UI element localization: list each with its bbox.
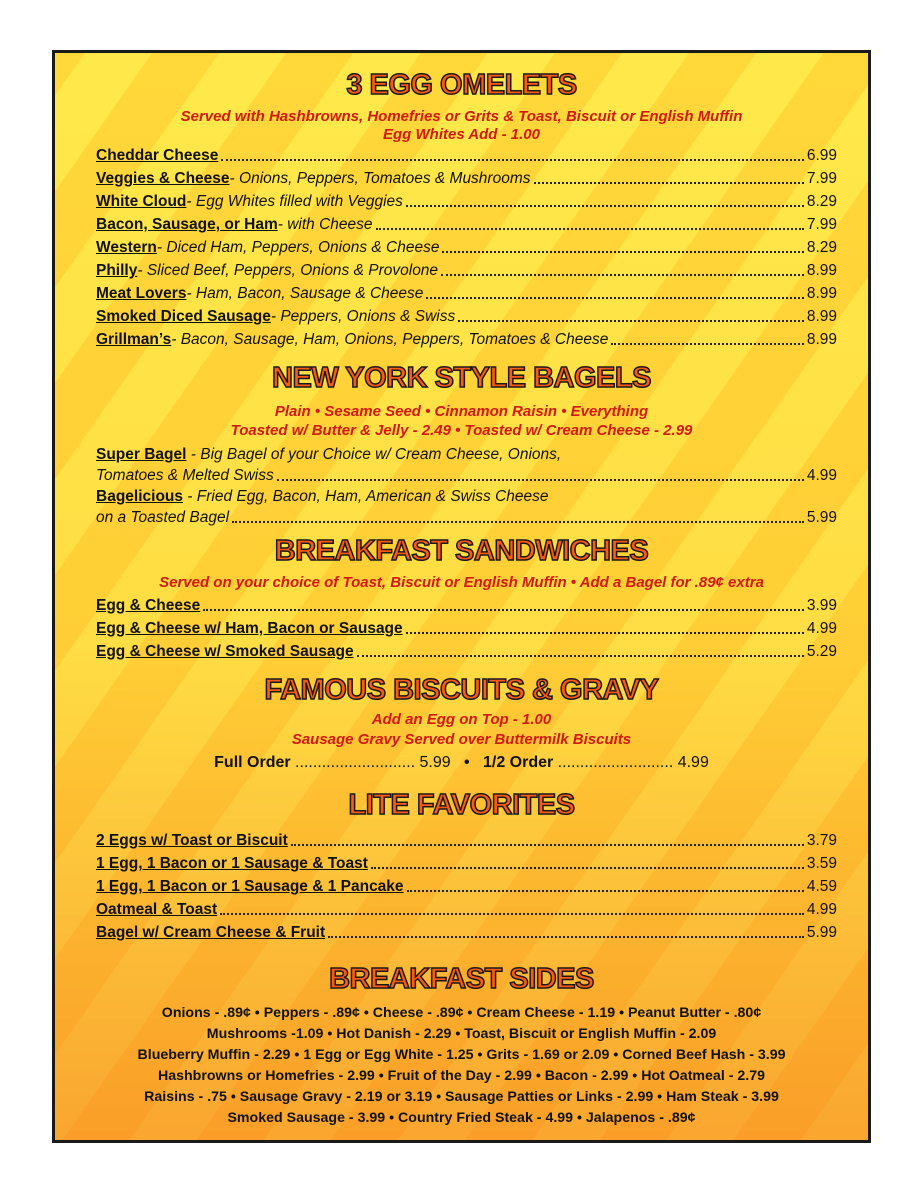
- menu-item: Bacon, Sausage, or Ham - with Cheese 7.99: [96, 216, 837, 233]
- menu-item: Tomatoes & Melted Swiss 4.99: [96, 467, 837, 484]
- menu-board: [52, 50, 871, 1143]
- bagels-varieties: Plain • Sesame Seed • Cinnamon Raisin • Everything: [274, 403, 649, 420]
- bagels-heading: NEW YORK STYLE BAGELS: [272, 362, 651, 394]
- sandwiches-heading: BREAKFAST SANDWICHES: [274, 535, 649, 567]
- menu-item: 1 Egg, 1 Bacon or 1 Sausage & Toast 3.59: [96, 855, 837, 872]
- biscuits-egg-note: Add an Egg on Top - 1.00: [371, 711, 552, 728]
- sides-line: Mushrooms -1.09 • Hot Danish - 2.29 • Toast, Biscuit or English Muffin - 2.09: [206, 1026, 717, 1042]
- sides-list: [55, 1003, 868, 1129]
- menu-item: Egg & Cheese w/ Ham, Bacon or Sausage 4.99: [96, 620, 837, 637]
- biscuits-orders: Full Order ........................... 5.99 • 1/2 Order .......................... 4.99: [214, 754, 709, 771]
- menu-item: Smoked Diced Sausage - Peppers, Onions & Swiss 8.99: [96, 308, 837, 325]
- menu-item: Western - Diced Ham, Peppers, Onions & Cheese 8.29: [96, 239, 837, 256]
- biscuits-heading: FAMOUS BISCUITS & GRAVY: [264, 674, 659, 706]
- omelets-heading: 3 EGG OMELETS: [346, 69, 577, 101]
- menu-item-line: Bagelicious - Fried Egg, Bacon, Ham, American & Swiss Cheese: [96, 488, 549, 505]
- sides-line: Onions - .89¢ • Peppers - .89¢ • Cheese - .89¢ • Cream Cheese - 1.19 • Peanut Butter - .80¢: [161, 1005, 762, 1021]
- lite-heading: LITE FAVORITES: [348, 789, 575, 821]
- omelets-subtitle: Served with Hashbrowns, Homefries or Grits & Toast, Biscuit or English Muffin: [180, 108, 743, 125]
- menu-item: Egg & Cheese w/ Smoked Sausage 5.29: [96, 643, 837, 660]
- sides-line: Raisins - .75 • Sausage Gravy - 2.19 or 3.19 • Sausage Patties or Links - 2.99 • Ham Steak - 3.99: [144, 1089, 779, 1105]
- menu-item: Cheddar Cheese 6.99: [96, 147, 837, 164]
- menu-item: Philly - Sliced Beef, Peppers, Onions & Provolone 8.99: [96, 262, 837, 279]
- menu-item: Grillman’s - Bacon, Sausage, Ham, Onions, Peppers, Tomatoes & Cheese 8.99: [96, 331, 837, 348]
- menu-item: Veggies & Cheese - Onions, Peppers, Tomatoes & Mushrooms 7.99: [96, 170, 837, 187]
- sides-line: Blueberry Muffin - 2.29 • 1 Egg or Egg White - 1.25 • Grits - 1.69 or 2.09 • Corned Beef Hash - 3.99: [137, 1047, 786, 1063]
- sandwiches-subtitle: Served on your choice of Toast, Biscuit or English Muffin • Add a Bagel for .89¢ extra: [159, 574, 764, 591]
- menu-item: on a Toasted Bagel 5.99: [96, 509, 837, 526]
- sides-line: Smoked Sausage - 3.99 • Country Fried Steak - 4.99 • Jalapenos - .89¢: [227, 1110, 696, 1126]
- bagels-toasted-options: Toasted w/ Butter & Jelly - 2.49 • Toasted w/ Cream Cheese - 2.99: [230, 422, 693, 439]
- menu-item: Meat Lovers - Ham, Bacon, Sausage & Cheese 8.99: [96, 285, 837, 302]
- omelets-egg-whites-note: Egg Whites Add - 1.00: [383, 126, 540, 143]
- menu-item: White Cloud - Egg Whites filled with Veggies 8.29: [96, 193, 837, 210]
- menu-item: Bagel w/ Cream Cheese & Fruit 5.99: [96, 924, 837, 941]
- menu-item: 2 Eggs w/ Toast or Biscuit 3.79: [96, 832, 837, 849]
- menu-item: Oatmeal & Toast 4.99: [96, 901, 837, 918]
- menu-item: 1 Egg, 1 Bacon or 1 Sausage & 1 Pancake 4.59: [96, 878, 837, 895]
- menu-item: Egg & Cheese 3.99: [96, 597, 837, 614]
- biscuits-gravy-note: Sausage Gravy Served over Buttermilk Biscuits: [291, 731, 632, 748]
- sides-heading: BREAKFAST SIDES: [329, 963, 594, 995]
- sides-line: Hashbrowns or Homefries - 2.99 • Fruit of the Day - 2.99 • Bacon - 2.99 • Hot Oatmeal - 2.79: [157, 1068, 765, 1084]
- menu-item-line: Super Bagel - Big Bagel of your Choice w/ Cream Cheese, Onions,: [96, 446, 562, 463]
